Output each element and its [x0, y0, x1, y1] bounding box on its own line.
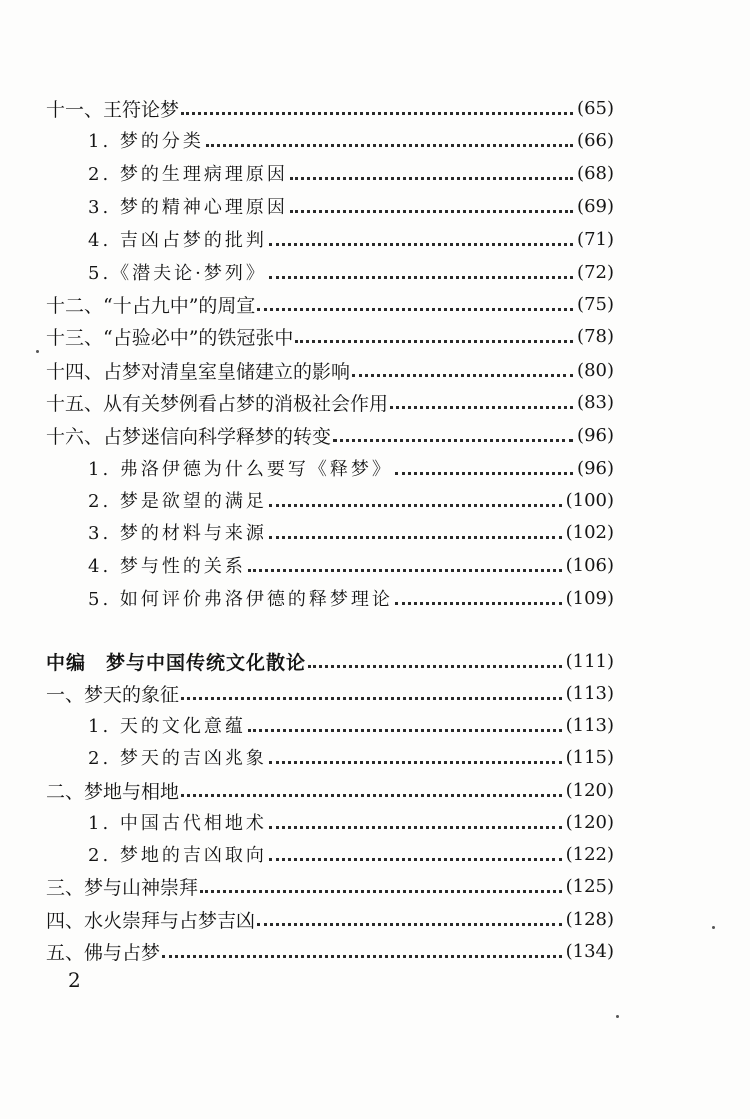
toc-entry-page: (113) — [565, 682, 614, 704]
toc-section-entry — [88, 190, 614, 222]
dot-leader — [181, 94, 573, 115]
toc-chapter-entry — [46, 92, 614, 124]
toc-section-entry — [88, 582, 614, 614]
toc-chapter-entry — [46, 386, 614, 418]
dot-leader — [290, 192, 573, 213]
toc-entry-page: (102) — [565, 521, 614, 543]
toc-section-entry — [88, 484, 614, 516]
toc-entry-title: 1. 中国古代相地术 — [88, 813, 267, 834]
toc-entry-title: 五、佛与占梦 — [46, 941, 161, 964]
toc-entry-title: 2. 梦地的吉凶取向 — [88, 845, 267, 866]
toc-section-entry — [88, 806, 614, 838]
toc-section-entry — [88, 124, 614, 156]
toc-entry-page: (65) — [577, 97, 614, 119]
dot-leader — [181, 679, 562, 700]
toc-section-entry — [88, 838, 614, 870]
toc-entry-title: 5.《潜夫论·梦列》 — [88, 263, 267, 284]
toc-entry-page: (69) — [577, 195, 614, 217]
toc-entry-title: 十一、王符论梦 — [46, 98, 180, 121]
toc-entry-page: (96) — [577, 457, 614, 479]
toc-entry-title: 1. 弗洛伊德为什么要写《释梦》 — [88, 459, 393, 480]
dot-leader — [257, 290, 573, 311]
toc-entry-title: 2. 梦天的吉凶兆象 — [88, 748, 267, 769]
dot-leader — [395, 584, 562, 605]
dot-leader — [206, 126, 573, 147]
dot-leader — [248, 711, 562, 732]
toc-entry-page: (134) — [565, 940, 614, 962]
toc-section-entry — [88, 452, 614, 484]
toc-entry-page: (128) — [565, 908, 614, 930]
toc-entry-page: (71) — [577, 228, 614, 250]
toc-entry-page: (113) — [565, 714, 614, 736]
dot-leader — [295, 322, 573, 343]
toc-entry-title: 一、梦天的象征 — [46, 683, 180, 706]
toc-chapter-entry — [46, 419, 614, 451]
toc-part-heading — [46, 645, 614, 677]
toc-section-entry — [88, 741, 614, 773]
toc-section-entry — [88, 709, 614, 741]
dot-leader — [162, 937, 562, 958]
toc-entry-title: 三、梦与山神崇拜 — [46, 876, 199, 899]
toc-chapter-entry — [46, 320, 614, 352]
dot-leader — [248, 551, 562, 572]
toc-entry-page: (78) — [577, 325, 614, 347]
toc-entry-page: (100) — [565, 489, 614, 511]
toc-entry-page: (111) — [565, 650, 614, 672]
dot-leader — [269, 225, 573, 246]
toc-section-entry — [88, 223, 614, 255]
dot-leader — [257, 905, 562, 926]
toc-entry-title: 3. 梦的材料与来源 — [88, 523, 267, 544]
toc-entry-page: (66) — [577, 129, 614, 151]
toc-chapter-entry — [46, 774, 614, 806]
toc-entry-page: (75) — [577, 293, 614, 315]
toc-entry-page: (120) — [565, 779, 614, 801]
dot-leader — [352, 356, 573, 377]
toc-chapter-entry — [46, 903, 614, 935]
toc-entry-page: (96) — [577, 424, 614, 446]
scan-speck — [36, 350, 39, 353]
toc-entry-page: (115) — [565, 746, 614, 768]
toc-entry-title: 1. 天的文化意蕴 — [88, 716, 246, 737]
dot-leader — [308, 647, 562, 668]
dot-leader — [333, 421, 573, 442]
toc-chapter-entry — [46, 677, 614, 709]
dot-leader — [181, 776, 562, 797]
toc-entry-title: 四、水火崇拜与占梦吉凶 — [46, 909, 256, 932]
dot-leader — [269, 840, 562, 861]
toc-section-entry — [88, 549, 614, 581]
toc-entry-page: (83) — [577, 391, 614, 413]
toc-entry-title: 十四、占梦对清皇室皇储建立的影响 — [46, 360, 351, 383]
page-number: 2 — [68, 968, 81, 992]
toc-entry-page: (125) — [565, 875, 614, 897]
toc-chapter-entry — [46, 288, 614, 320]
toc-chapter-entry — [46, 354, 614, 386]
toc-entry-title: 十三、“占验必中”的铁冠张中 — [46, 326, 294, 349]
dot-leader — [395, 454, 573, 475]
toc-entry-page: (120) — [565, 811, 614, 833]
scan-speck — [712, 926, 715, 929]
scan-speck — [616, 1015, 619, 1018]
toc-entry-page: (109) — [565, 587, 614, 609]
toc-chapter-entry — [46, 935, 614, 967]
toc-entry-title: 4. 梦与性的关系 — [88, 556, 246, 577]
dot-leader — [200, 872, 562, 893]
dot-leader — [290, 159, 573, 180]
dot-leader — [269, 518, 562, 539]
toc-section-entry — [88, 516, 614, 548]
toc-entry-title: 2. 梦是欲望的满足 — [88, 491, 267, 512]
toc-entry-page: (122) — [565, 843, 614, 865]
toc-entry-title: 1. 梦的分类 — [88, 131, 204, 152]
toc-entry-page: (72) — [577, 261, 614, 283]
dot-leader — [269, 808, 562, 829]
toc-entry-title: 十五、从有关梦例看占梦的消极社会作用 — [46, 392, 389, 415]
toc-entry-title: 4. 吉凶占梦的批判 — [88, 230, 267, 251]
toc-entry-title: 二、梦地与相地 — [46, 780, 180, 803]
toc-entry-page: (80) — [577, 359, 614, 381]
dot-leader — [269, 743, 562, 764]
toc-entry-title: 2. 梦的生理病理原因 — [88, 164, 288, 185]
toc-entry-page: (68) — [577, 162, 614, 184]
toc-entry-title: 十二、“十占九中”的周宣 — [46, 294, 256, 317]
dot-leader — [390, 388, 573, 409]
toc-entry-title: 5. 如何评价弗洛伊德的释梦理论 — [88, 589, 393, 610]
toc-entry-page: (106) — [565, 554, 614, 576]
toc-chapter-entry — [46, 870, 614, 902]
toc-section-entry — [88, 256, 614, 288]
dot-leader — [269, 486, 562, 507]
toc-entry-title: 中编 梦与中国传统文化散论 — [46, 651, 307, 674]
toc-section-entry — [88, 157, 614, 189]
dot-leader — [269, 258, 573, 279]
toc-entry-title: 3. 梦的精神心理原因 — [88, 197, 288, 218]
toc-entry-title: 十六、占梦迷信向科学释梦的转变 — [46, 425, 332, 448]
